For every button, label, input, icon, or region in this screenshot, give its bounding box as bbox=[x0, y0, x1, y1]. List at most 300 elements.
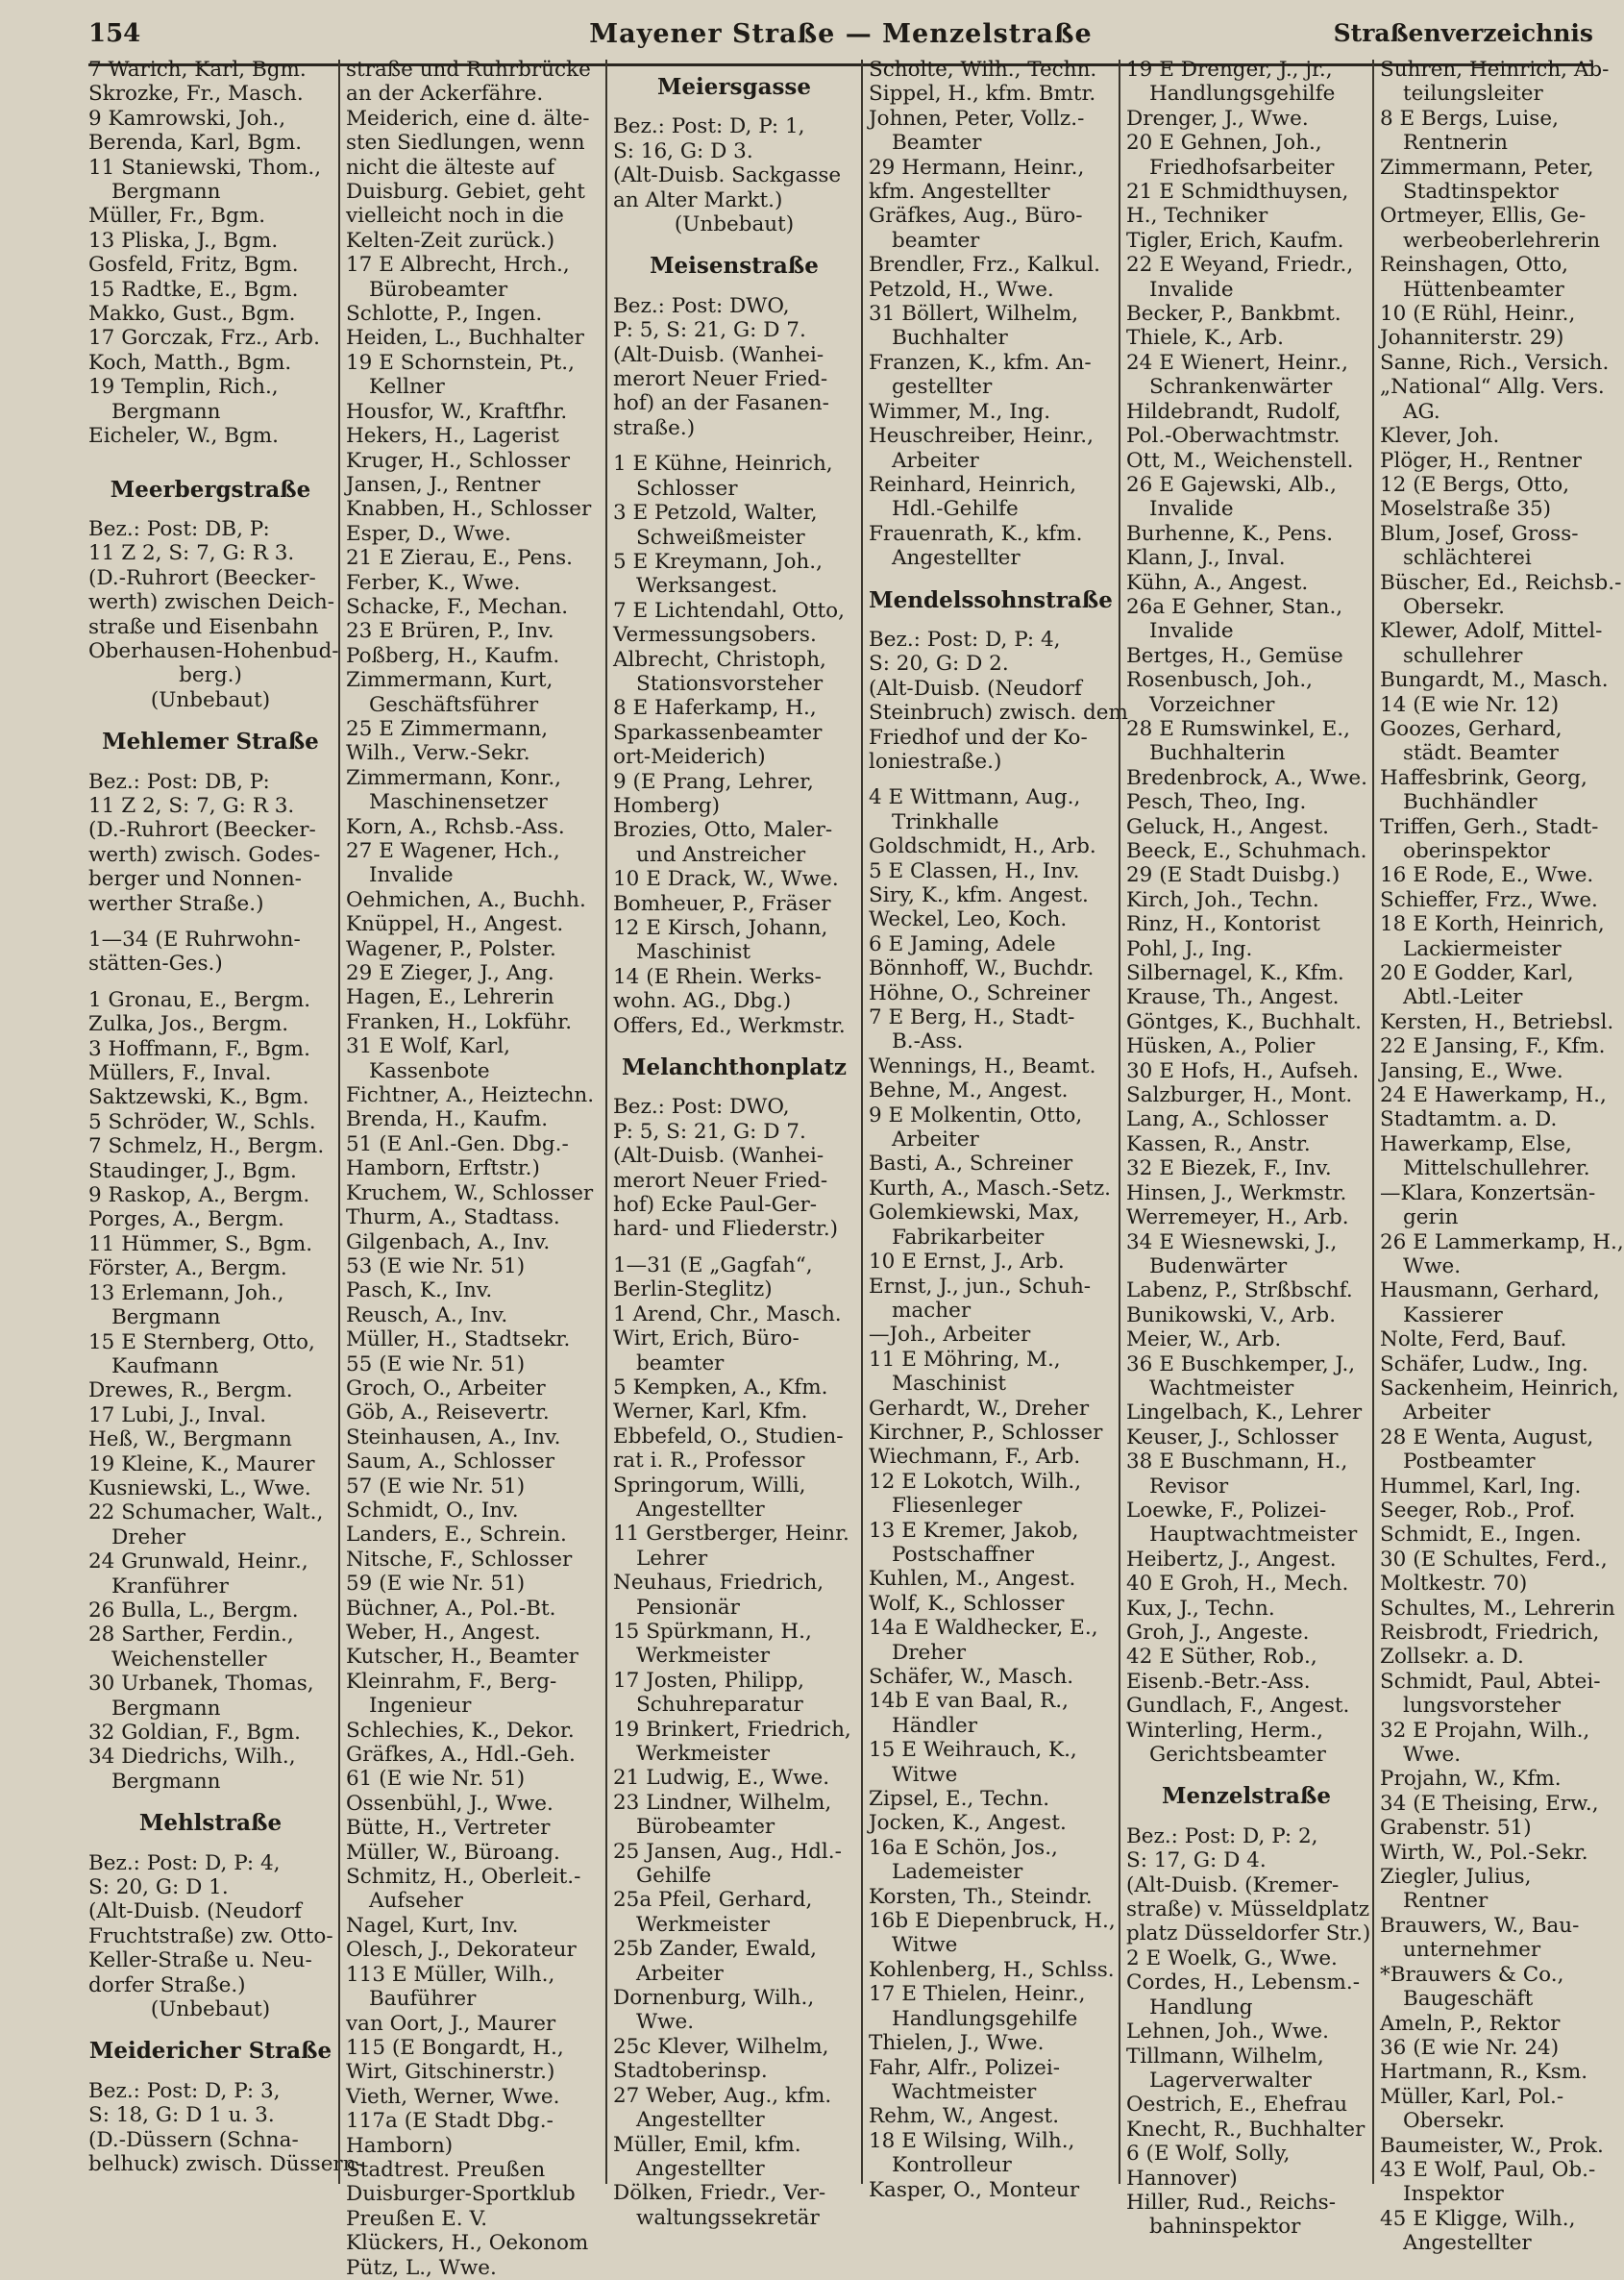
entry-line: Lagerverwalter bbox=[1149, 2068, 1312, 2093]
entry-line: Wagener, P., Polster. bbox=[346, 936, 556, 961]
entry-line: dorfer Straße.) bbox=[88, 1972, 246, 1997]
entry-line: Preußen E. V. bbox=[346, 2206, 488, 2231]
entry-line: Pasch, K., Inv. bbox=[346, 1278, 493, 1303]
column-5 bbox=[1126, 58, 1371, 2240]
entry-line: Angestellter bbox=[636, 2108, 765, 2133]
entry-line: Hildebrandt, Rudolf, bbox=[1126, 399, 1341, 424]
page-number: 154 bbox=[88, 19, 141, 48]
entry-line: Mittelschullehrer. bbox=[1403, 1156, 1590, 1181]
entry-line: rat i. R., Professor bbox=[613, 1449, 805, 1474]
entry-line: 25c Klever, Wilhelm, bbox=[613, 2034, 829, 2059]
entry-line: werther Straße.) bbox=[88, 891, 264, 916]
entry-line: 32 E Projahn, Wilh., bbox=[1380, 1718, 1590, 1743]
entry-line: an der Ackerfähre. bbox=[346, 82, 544, 107]
entry-line: 30 (E Schultes, Ferd., bbox=[1380, 1547, 1608, 1572]
column-divider bbox=[605, 60, 607, 2184]
section-title: Straßenverzeichnis bbox=[1333, 19, 1593, 47]
entry-line: 3 Hoffmann, F., Bgm. bbox=[88, 1036, 310, 1061]
entry-line: (Alt-Duisb. (Kremer- bbox=[1126, 1872, 1340, 1897]
entry-line: Lingelbach, K., Lehrer bbox=[1126, 1400, 1363, 1425]
entry-line: Schweißmeister bbox=[636, 525, 805, 550]
entry-line: unternehmer bbox=[1403, 1938, 1541, 1963]
entry-line: Becker, P., Bankbmt. bbox=[1126, 302, 1341, 327]
entry-line: straße) v. Müsseldplatz bbox=[1126, 1897, 1370, 1922]
street-heading: Meisenstraße bbox=[650, 253, 819, 280]
entry-line: Rentner bbox=[1403, 1889, 1489, 1914]
entry-line: Wennings, H., Beamt. bbox=[869, 1053, 1096, 1078]
entry-line: 6 E Jaming, Adele bbox=[869, 931, 1056, 956]
entry-line: Gerhardt, W., Dreher bbox=[869, 1396, 1090, 1421]
entry-line: 7 E Lichtendahl, Otto, bbox=[613, 598, 845, 623]
entry-line: Weber, H., Angest. bbox=[346, 1621, 541, 1645]
entry-line: 7 E Berg, H., Stadt- bbox=[869, 1005, 1075, 1030]
entry-line: Witwe bbox=[892, 1762, 958, 1787]
entry-line: 14 (E Rhein. Werks- bbox=[613, 964, 822, 989]
entry-line: Bertges, H., Gemüse bbox=[1126, 643, 1343, 668]
entry-line: Stadtrest. Preußen bbox=[346, 2157, 546, 2182]
entry-line: Thielen, J., Wwe. bbox=[869, 2031, 1045, 2056]
entry-line: Bez.: Post: D, P: 1, bbox=[613, 114, 805, 139]
entry-line: beamter bbox=[892, 228, 980, 253]
entry-line: 19 Templin, Rich., bbox=[88, 375, 279, 400]
entry-line: Bez.: Post: D, P: 4, bbox=[88, 1850, 281, 1875]
entry-line: 31 Böllert, Wilhelm, bbox=[869, 302, 1079, 327]
entry-line: Höhne, O., Schreiner bbox=[869, 980, 1090, 1005]
entry-line: 9 Raskop, A., Bergm. bbox=[88, 1183, 310, 1208]
entry-line: Buchhalterin bbox=[1149, 741, 1286, 766]
entry-line: 29 Hermann, Heinr., bbox=[869, 155, 1085, 180]
entry-line: 113 E Müller, Wilh., bbox=[346, 1962, 555, 1987]
entry-line: Bönnhoff, W., Buchdr. bbox=[869, 956, 1095, 981]
entry-line: Müller, Fr., Bgm. bbox=[88, 204, 266, 229]
entry-line: Bungardt, M., Masch. bbox=[1380, 668, 1609, 693]
entry-line: Heuschreiber, Heinr., bbox=[869, 424, 1094, 449]
entry-line: Vorzeichner bbox=[1149, 692, 1275, 717]
entry-line: Beamter bbox=[892, 131, 982, 156]
entry-line: Abtl.-Leiter bbox=[1403, 985, 1523, 1010]
entry-line: Wiechmann, F., Arb. bbox=[869, 1445, 1081, 1470]
entry-line: 22 E Jansing, F., Kfm. bbox=[1380, 1034, 1606, 1059]
entry-line: Landers, E., Schrein. bbox=[346, 1523, 567, 1548]
column-6 bbox=[1380, 58, 1624, 2256]
entry-line: Pensionär bbox=[636, 1595, 740, 1620]
entry-line: 30 Urbanek, Thomas, bbox=[88, 1672, 314, 1697]
entry-line: Dreher bbox=[111, 1524, 186, 1549]
entry-line: Pütz, L., Wwe. bbox=[346, 2255, 497, 2280]
entry-line: Bergmann bbox=[111, 180, 221, 205]
entry-line: Duisburger-Sportklub bbox=[346, 2182, 576, 2207]
entry-line: Büscher, Ed., Reichsb.- bbox=[1380, 570, 1622, 595]
street-heading: Mehlstraße bbox=[138, 1810, 283, 1837]
entry-line: 10 (E Rühl, Heinr., bbox=[1380, 302, 1576, 327]
entry-line: Poßberg, H., Kaufm. bbox=[346, 643, 560, 668]
entry-line: 26 Bulla, L., Bergm. bbox=[88, 1598, 299, 1623]
entry-line: Büchner, A., Pol.-Bt. bbox=[346, 1596, 556, 1621]
entry-line: Korsten, Th., Steindr. bbox=[869, 1884, 1093, 1909]
entry-line: Klewer, Adolf, Mittel- bbox=[1380, 619, 1603, 644]
entry-line: Kontrolleur bbox=[892, 2153, 1012, 2178]
entry-line: Werremeyer, H., Arb. bbox=[1126, 1205, 1349, 1230]
entry-line: 18 E Korth, Heinrich, bbox=[1380, 912, 1605, 937]
entry-line: 20 E Gehnen, Joh., bbox=[1126, 131, 1322, 156]
entry-line: Zulka, Jos., Bergm. bbox=[88, 1012, 289, 1037]
entry-line: Kux, J., Techn. bbox=[1126, 1596, 1275, 1621]
entry-line: Werkmeister bbox=[636, 1742, 771, 1766]
entry-line: 11 Hümmer, S., Bgm. bbox=[88, 1231, 313, 1256]
entry-line: nicht die älteste auf bbox=[346, 155, 555, 180]
entry-line: Homberg) bbox=[613, 793, 720, 818]
entry-line: 24 E Hawerkamp, H., bbox=[1380, 1083, 1607, 1108]
entry-line: Knecht, R., Buchhalter bbox=[1126, 2117, 1366, 2142]
entry-line: Inspektor bbox=[1403, 2182, 1504, 2207]
column-divider bbox=[861, 60, 863, 2184]
entry-line: 29 E Zieger, J., Ang. bbox=[346, 961, 554, 986]
entry-line: Schacke, F., Mechan. bbox=[346, 594, 569, 619]
entry-line: 1—31 (E „Gagfah“, bbox=[613, 1252, 813, 1277]
entry-line: Wachtmeister bbox=[892, 2079, 1037, 2104]
entry-line: Kranführer bbox=[111, 1574, 229, 1598]
entry-line: Bredenbrock, A., Wwe. bbox=[1126, 765, 1367, 790]
entry-line: Bergmann bbox=[111, 1696, 221, 1721]
entry-line: belhuck) zwisch. Düssern- bbox=[88, 2152, 363, 2177]
entry-line: Wwe. bbox=[636, 2010, 695, 2035]
entry-line: 34 Diedrichs, Wilh., bbox=[88, 1745, 296, 1770]
entry-line: B.-Ass. bbox=[892, 1029, 964, 1054]
entry-line: 25 E Zimmermann, bbox=[346, 716, 549, 741]
entry-line: merort Neuer Fried- bbox=[613, 367, 828, 392]
entry-line: Saum, A., Schlosser bbox=[346, 1450, 554, 1475]
entry-line: (Unbebaut) bbox=[150, 1997, 271, 2022]
entry-line: Saktzewski, K., Bgm. bbox=[88, 1085, 309, 1110]
entry-line: Bürobeamter bbox=[636, 1815, 775, 1840]
entry-line: Schmidt, Paul, Abtei- bbox=[1380, 1669, 1601, 1694]
entry-line: 18 E Wilsing, Wilh., bbox=[869, 2128, 1075, 2153]
entry-line: Weckel, Leo, Koch. bbox=[869, 907, 1068, 932]
entry-line: platz Düsseldorfer Str.) bbox=[1126, 1921, 1371, 1946]
entry-line: 23 Lindner, Wilhelm, bbox=[613, 1790, 832, 1815]
entry-line: 16a E Schön, Jos., bbox=[869, 1835, 1058, 1860]
entry-line: Fahr, Alfr., Polizei- bbox=[869, 2055, 1060, 2080]
street-heading: Mendelssohnstraße bbox=[869, 586, 1113, 613]
street-heading: Meerbergstraße bbox=[110, 476, 311, 503]
entry-line: Skrozke, Fr., Masch. bbox=[88, 82, 304, 107]
entry-line: Goldschmidt, H., Arb. bbox=[869, 834, 1096, 859]
entry-line: 17 Lubi, J., Inval. bbox=[88, 1402, 267, 1427]
running-title: Mayener Straße — Menzelstraße bbox=[589, 19, 1093, 49]
entry-line: Weichensteller bbox=[111, 1647, 267, 1672]
entry-line: Gräfkes, Aug., Büro- bbox=[869, 204, 1083, 229]
entry-line: Scholte, Wilh., Techn. bbox=[869, 58, 1097, 82]
entry-line: Petzold, H., Wwe. bbox=[869, 277, 1054, 302]
entry-line: Angestellter bbox=[636, 2156, 765, 2181]
entry-line: 16 E Rode, E., Wwe. bbox=[1380, 863, 1594, 888]
entry-line: 12 E Lokotch, Wilh., bbox=[869, 1469, 1082, 1494]
entry-line: 21 Ludwig, E., Wwe. bbox=[613, 1766, 830, 1791]
entry-line: Ernst, J., jun., Schuh- bbox=[869, 1274, 1092, 1299]
entry-line: Drewes, R., Bergm. bbox=[88, 1378, 293, 1403]
entry-line: 53 (E wie Nr. 51) bbox=[346, 1253, 526, 1278]
entry-line: Angestellter bbox=[636, 1497, 765, 1522]
entry-line: 43 E Wolf, Paul, Ob.- bbox=[1380, 2157, 1596, 2182]
entry-line: Oberhausen-Hohenbud- bbox=[88, 638, 339, 663]
entry-line: Wwe. bbox=[1403, 1253, 1462, 1278]
entry-line: Gräfkes, A., Hdl.-Geh. bbox=[346, 1743, 576, 1768]
entry-line: 24 Grunwald, Heinr., bbox=[88, 1549, 308, 1574]
entry-line: 36 E Buschkemper, J., bbox=[1126, 1351, 1356, 1376]
entry-line: Zimmermann, Peter, bbox=[1380, 155, 1594, 180]
entry-line: Keuser, J., Schlosser bbox=[1126, 1425, 1339, 1450]
entry-line: vielleicht noch in die bbox=[346, 204, 564, 229]
entry-line: Bürobeamter bbox=[369, 277, 508, 302]
entry-line: Groch, O., Arbeiter bbox=[346, 1375, 546, 1400]
entry-line: Bez.: Post: DB, P: bbox=[88, 516, 270, 541]
street-heading: Menzelstraße bbox=[1162, 1783, 1331, 1810]
entry-line: Rosenbusch, Joh., bbox=[1126, 668, 1314, 693]
entry-line: Kelten-Zeit zurück.) bbox=[346, 228, 555, 253]
entry-line: Müller, H., Stadtsekr. bbox=[346, 1327, 571, 1352]
entry-line: 115 (E Bongardt, H., bbox=[346, 2035, 564, 2060]
entry-line: Sippel, H., kfm. Bmtr. bbox=[869, 82, 1096, 107]
entry-line: straße und Eisenbahn bbox=[88, 614, 319, 639]
entry-line: Reusch, A., Inv. bbox=[346, 1302, 508, 1327]
entry-line: 17 Josten, Philipp, bbox=[613, 1668, 804, 1693]
entry-line: Friedhofsarbeiter bbox=[1149, 155, 1335, 180]
entry-line: Revisor bbox=[1149, 1474, 1229, 1499]
entry-line: Postschaffner bbox=[892, 1542, 1035, 1567]
entry-line: Kasper, O., Monteur bbox=[869, 2177, 1080, 2202]
entry-line: Handlung bbox=[1149, 1995, 1253, 2020]
entry-line: 15 Spürkmann, H., bbox=[613, 1619, 812, 1644]
entry-line: stätten-Ges.) bbox=[88, 952, 223, 977]
entry-line: (Unbebaut) bbox=[150, 687, 271, 712]
entry-line: Dreher bbox=[892, 1640, 967, 1665]
entry-line: (Alt-Duisb. (Wanhei- bbox=[613, 342, 824, 367]
spacer bbox=[613, 1242, 855, 1253]
entry-line: Arbeiter bbox=[1403, 1400, 1490, 1425]
entry-line: Labenz, P., Strßbschf. bbox=[1126, 1278, 1353, 1303]
entry-line: Hiller, Rud., Reichs- bbox=[1126, 2190, 1336, 2215]
entry-line: 10 E Ernst, J., Arb. bbox=[869, 1250, 1065, 1275]
entry-line: 25 Jansen, Aug., Hdl.- bbox=[613, 1839, 842, 1864]
entry-line: Housfor, W., Kraftfhr. bbox=[346, 399, 568, 424]
entry-line: Steinhausen, A., Inv. bbox=[346, 1425, 561, 1450]
entry-line: hof) Ecke Paul-Ger- bbox=[613, 1193, 818, 1218]
entry-line: Gundlach, F., Angest. bbox=[1126, 1694, 1350, 1719]
entry-line: 6 (E Wolf, Solly, bbox=[1126, 2142, 1291, 2167]
entry-line: Lehrer bbox=[636, 1546, 708, 1571]
entry-line: Zollsekr. a. D. bbox=[1380, 1645, 1524, 1670]
entry-line: Silbernagel, K., Kfm. bbox=[1126, 961, 1344, 986]
entry-line: Kleinrahm, F., Berg- bbox=[346, 1669, 557, 1694]
entry-line: 26 E Gajewski, Alb., bbox=[1126, 472, 1337, 497]
entry-line: 34 (E Theising, Erw., bbox=[1380, 1791, 1599, 1816]
entry-line: straße und Ruhrbrücke bbox=[346, 58, 591, 82]
entry-line: Esper, D., Wwe. bbox=[346, 521, 511, 546]
entry-line: Korn, A., Rchsb.-Ass. bbox=[346, 814, 565, 839]
spacer bbox=[88, 449, 332, 460]
entry-line: Schmidt, O., Inv. bbox=[346, 1498, 519, 1523]
entry-line: Staudinger, J., Bgm. bbox=[88, 1158, 297, 1183]
entry-line: Klever, Joh. bbox=[1380, 424, 1500, 449]
entry-line: Wwe. bbox=[1403, 1743, 1462, 1768]
entry-line: 15 E Sternberg, Otto, bbox=[88, 1329, 315, 1354]
entry-line: Händler bbox=[892, 1713, 978, 1738]
entry-line: Invalide bbox=[1149, 497, 1234, 522]
entry-line: Brendler, Frz., Kalkul. bbox=[869, 253, 1100, 278]
entry-line: Reisbrodt, Friedrich, bbox=[1380, 1621, 1600, 1645]
entry-line: 21 E Zierau, E., Pens. bbox=[346, 546, 574, 571]
entry-line: Göb, A., Reisevertr. bbox=[346, 1400, 550, 1425]
entry-line: 27 E Wagener, Hch., bbox=[346, 839, 560, 863]
entry-line: 32 Goldian, F., Bgm. bbox=[88, 1721, 302, 1745]
entry-line: und Anstreicher bbox=[636, 842, 806, 867]
entry-line: städt. Beamter bbox=[1403, 741, 1559, 766]
entry-line: (D.-Ruhrort (Beecker- bbox=[88, 818, 316, 843]
entry-line: Jansing, E., Wwe. bbox=[1380, 1058, 1563, 1083]
entry-line: Bez.: Post: DWO, bbox=[613, 293, 790, 318]
entry-line: hof) an der Fasanen- bbox=[613, 391, 829, 416]
entry-line: Fichtner, A., Heiztechn. bbox=[346, 1083, 595, 1108]
entry-line: AG. bbox=[1403, 399, 1440, 424]
entry-line: 1 E Kühne, Heinrich, bbox=[613, 452, 833, 477]
entry-line: Buchhändler bbox=[1403, 790, 1538, 815]
entry-line: Förster, A., Bergm. bbox=[88, 1256, 287, 1281]
entry-line: Bauführer bbox=[369, 1987, 477, 2012]
entry-line: 32 E Biezek, F., Inv. bbox=[1126, 1156, 1332, 1181]
street-heading: Mehlemer Straße bbox=[102, 729, 319, 756]
entry-line: Obersekr. bbox=[1403, 2109, 1505, 2134]
entry-line: Brenda, H., Kaufm. bbox=[346, 1107, 549, 1132]
entry-line: Kaufmann bbox=[111, 1353, 219, 1378]
entry-line: Knüppel, H., Angest. bbox=[346, 912, 564, 937]
entry-line: berg.) bbox=[179, 663, 242, 688]
entry-line: sten Siedlungen, wenn bbox=[346, 131, 585, 156]
entry-line: Hamborn, Erftstr.) bbox=[346, 1156, 540, 1181]
entry-line: Seeger, Rob., Prof. bbox=[1380, 1498, 1576, 1523]
entry-line: Bergmann bbox=[111, 399, 221, 424]
entry-line: merort Neuer Fried- bbox=[613, 1168, 828, 1193]
entry-line: Kruchem, W., Schlosser bbox=[346, 1180, 594, 1205]
entry-line: Kassen, R., Anstr. bbox=[1126, 1131, 1311, 1156]
entry-line: Fabrikarbeiter bbox=[892, 1225, 1045, 1250]
entry-line: 8 E Haferkamp, H., bbox=[613, 696, 817, 721]
entry-line: Obersekr. bbox=[1403, 594, 1505, 619]
entry-line: Müllers, F., Inval. bbox=[88, 1061, 272, 1086]
entry-line: S: 20, G: D 2. bbox=[869, 652, 1009, 677]
entry-line: Rinz, H., Kontorist bbox=[1126, 912, 1320, 937]
entry-line: Schlotte, P., Ingen. bbox=[346, 302, 543, 327]
entry-line: 1—34 (E Ruhrwohn- bbox=[88, 928, 301, 952]
entry-line: 28 E Wenta, August, bbox=[1380, 1425, 1594, 1450]
entry-line: 3 E Petzold, Walter, bbox=[613, 501, 818, 526]
entry-line: —Klara, Konzertsän- bbox=[1380, 1180, 1596, 1205]
entry-line: Vermessungsobers. bbox=[613, 623, 817, 648]
entry-line: Wolf, K., Schlosser bbox=[869, 1591, 1065, 1616]
column-2 bbox=[346, 58, 600, 2280]
entry-line: Handlungsgehilfe bbox=[1149, 82, 1336, 107]
entry-line: Groh, J., Angeste. bbox=[1126, 1621, 1310, 1645]
entry-line: 22 Schumacher, Walt., bbox=[88, 1500, 324, 1525]
entry-line: Kohlenberg, H., Schlss. bbox=[869, 1957, 1115, 1982]
entry-line: 36 (E wie Nr. 24) bbox=[1380, 2035, 1560, 2060]
entry-line: macher bbox=[892, 1298, 972, 1323]
entry-line: 27 Weber, Aug., kfm. bbox=[613, 2083, 832, 2108]
entry-line: 59 (E wie Nr. 51) bbox=[346, 1572, 526, 1597]
entry-line: Makko, Gust., Bgm. bbox=[88, 302, 296, 327]
entry-line: Geschäftsführer bbox=[369, 692, 539, 717]
entry-line: werth) zwischen Deich- bbox=[88, 590, 335, 615]
entry-line: Brozies, Otto, Maler- bbox=[613, 818, 833, 843]
entry-line: 17 E Thielen, Heinr., bbox=[869, 1982, 1086, 2007]
entry-line: Hawerkamp, Else, bbox=[1380, 1131, 1572, 1156]
entry-line: 10 E Drack, W., Wwe. bbox=[613, 867, 839, 892]
street-heading: Melanchthonplatz bbox=[622, 1054, 847, 1081]
entry-line: Pol.-Oberwachtmstr. bbox=[1126, 424, 1341, 449]
entry-line: Ott, M., Weichenstell. bbox=[1126, 448, 1354, 473]
entry-line: 19 E Schornstein, Pt., bbox=[346, 350, 575, 375]
entry-line: Hummel, Karl, Ing. bbox=[1380, 1474, 1582, 1499]
entry-line: Nitsche, F., Schlosser bbox=[346, 1547, 573, 1572]
column-4 bbox=[869, 58, 1128, 2202]
entry-line: Loewke, F., Polizei- bbox=[1126, 1498, 1327, 1523]
spacer bbox=[88, 977, 332, 988]
entry-line: 51 (E Anl.-Gen. Dbg.- bbox=[346, 1131, 569, 1156]
spacer bbox=[869, 774, 1113, 785]
entry-line: 40 E Groh, H., Mech. bbox=[1126, 1572, 1349, 1597]
entry-line: 11 Gerstberger, Heinr. bbox=[613, 1522, 849, 1547]
entry-line: Hartmann, R., Ksm. bbox=[1380, 2060, 1588, 2085]
entry-line: Fliesenleger bbox=[892, 1494, 1022, 1519]
entry-line: 17 Gorczak, Frz., Arb. bbox=[88, 326, 320, 351]
entry-line: (Alt-Duisb. (Wanhei- bbox=[613, 1144, 824, 1169]
entry-line: Krause, Th., Angest. bbox=[1126, 985, 1340, 1010]
entry-line: 11 E Möhring, M., bbox=[869, 1347, 1061, 1372]
entry-line: Bez.: Post: D, P: 4, bbox=[869, 627, 1061, 652]
entry-line: Baumeister, W., Prok. bbox=[1380, 2133, 1604, 2158]
entry-line: Drenger, J., Wwe. bbox=[1126, 106, 1309, 131]
entry-line: Steinbruch) zwisch. dem bbox=[869, 701, 1128, 726]
entry-line: Hekers, H., Lagerist bbox=[346, 424, 559, 449]
entry-line: 55 (E wie Nr. 51) bbox=[346, 1351, 526, 1376]
entry-line: 13 E Kremer, Jakob, bbox=[869, 1518, 1079, 1543]
entry-line: Trinkhalle bbox=[892, 809, 999, 834]
entry-line: H., Techniker bbox=[1126, 204, 1268, 229]
entry-line: 5 E Kreymann, Joh., bbox=[613, 549, 823, 574]
entry-line: (D.-Düssern (Schna- bbox=[88, 2127, 299, 2152]
entry-line: 7 Schmelz, H., Bergm. bbox=[88, 1134, 325, 1159]
entry-line: (Alt-Duisb. (Neudorf bbox=[869, 676, 1082, 701]
entry-line: P: 5, S: 21, G: D 7. bbox=[613, 1119, 806, 1144]
entry-line: Klann, J., Inval. bbox=[1126, 546, 1286, 571]
entry-line: Blum, Josef, Gross- bbox=[1380, 521, 1579, 546]
entry-line: Burhenne, K., Pens. bbox=[1126, 521, 1334, 546]
entry-line: Bunikowski, V., Arb. bbox=[1126, 1302, 1337, 1327]
entry-line: Johnen, Peter, Vollz.- bbox=[869, 106, 1085, 131]
entry-line: Heibertz, J., Angest. bbox=[1126, 1547, 1337, 1572]
entry-line: 11 Staniewski, Thom., bbox=[88, 155, 322, 180]
entry-line: Duisburg. Gebiet, geht bbox=[346, 180, 585, 205]
entry-line: Johanniterstr. 29) bbox=[1380, 326, 1564, 351]
entry-line: Bez.: Post: D, P: 2, bbox=[1126, 1823, 1318, 1848]
entry-line: Hüsken, A., Polier bbox=[1126, 1034, 1316, 1059]
entry-line: S: 17, G: D 4. bbox=[1126, 1848, 1267, 1873]
entry-line: Müller, W., Büroang. bbox=[346, 1840, 560, 1865]
entry-line: (Alt-Duisb. Sackgasse bbox=[613, 163, 842, 188]
entry-line: 8 E Bergs, Luise, bbox=[1380, 106, 1559, 131]
entry-line: 5 E Classen, H., Inv. bbox=[869, 858, 1080, 883]
entry-line: 15 E Weihrauch, K., bbox=[869, 1738, 1077, 1763]
entry-line: schlächterei bbox=[1403, 546, 1532, 571]
